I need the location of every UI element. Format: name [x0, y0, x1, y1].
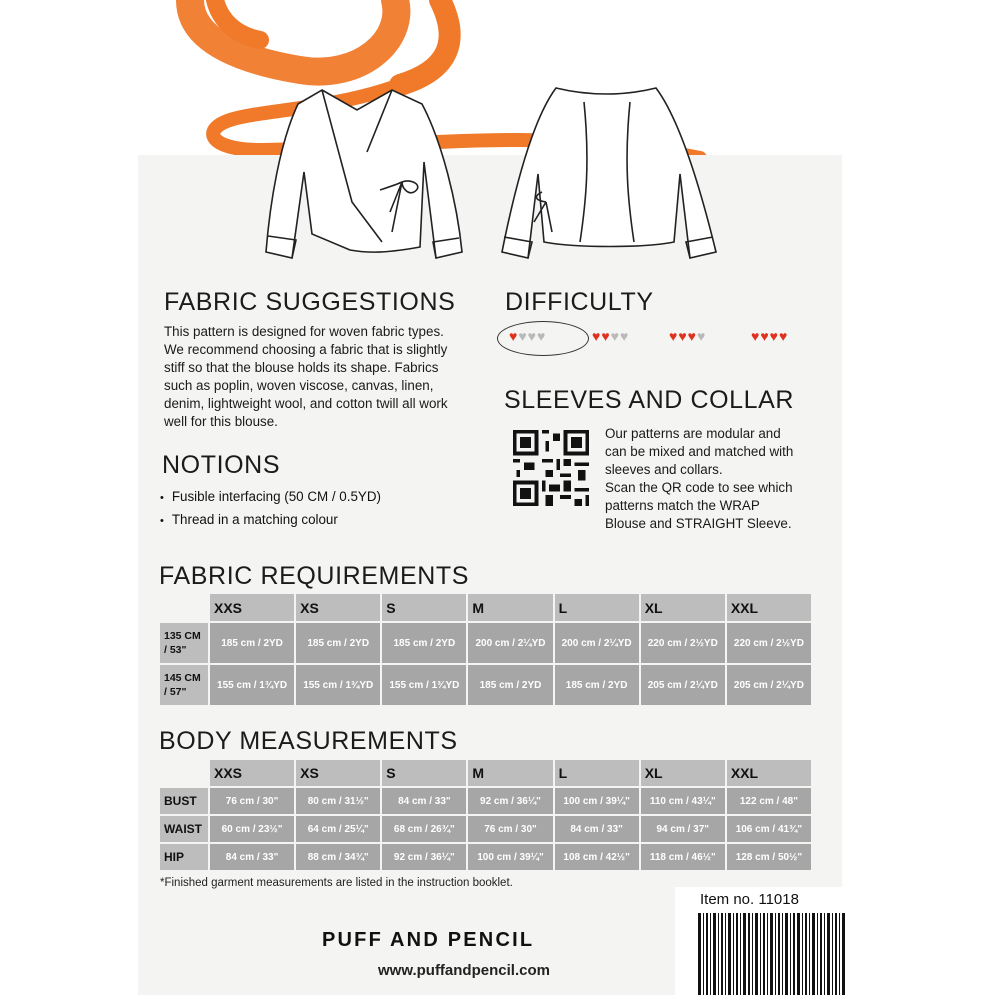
barcode-icon — [698, 913, 846, 995]
table-cell: 220 cm / 2½YD — [726, 622, 812, 664]
table-cell: 84 cm / 33" — [209, 843, 295, 871]
row-header — [159, 664, 209, 706]
heart-icon: ♥ — [669, 328, 678, 344]
table-row — [159, 787, 812, 815]
table-cell: 88 cm / 34¾" — [295, 843, 381, 871]
footnote: *Finished garment measurements are listed in the instruction booklet. — [160, 877, 513, 889]
size-header: XS — [295, 593, 381, 622]
row-header: WAIST — [159, 815, 209, 843]
text-line: Blouse and STRAIGHT Sleeve. — [605, 516, 792, 531]
table-cell: 92 cm / 36¼" — [381, 843, 467, 871]
table-cell: 155 cm / 1¾YD — [381, 664, 467, 706]
table-cell: 155 cm / 1¾YD — [295, 664, 381, 706]
table-row — [159, 622, 812, 664]
heart-icon: ♥ — [678, 328, 687, 344]
table-cell: 185 cm / 2YD — [467, 664, 553, 706]
heart-icon: ♥ — [592, 328, 601, 344]
qr-code-icon[interactable] — [513, 428, 589, 508]
sleeves-collar-text — [605, 425, 835, 533]
table-cell: 200 cm / 2¼YD — [467, 622, 553, 664]
heart-icon: ♥ — [751, 328, 760, 344]
table-corner — [159, 759, 209, 787]
text-line: well for this blouse. — [164, 414, 278, 429]
size-header: M — [467, 593, 553, 622]
table-cell: 100 cm / 39¼" — [554, 787, 640, 815]
text-line: stiff so that the blouse holds its shape. Fabrics — [164, 360, 439, 375]
heart-icon: ♥ — [518, 328, 527, 344]
item-number: Item no. 11018 — [700, 891, 799, 908]
table-cell: 100 cm / 39¼" — [467, 843, 553, 871]
list-item: • Thread in a matching colour — [160, 509, 381, 532]
difficulty-level-2 — [592, 327, 628, 345]
size-header: XL — [640, 593, 726, 622]
size-header: M — [467, 759, 553, 787]
table-cell: 84 cm / 33" — [381, 787, 467, 815]
fabric-requirements-heading: FABRIC REQUIREMENTS — [159, 562, 470, 590]
size-header: S — [381, 759, 467, 787]
body-measurements-table — [158, 758, 813, 872]
heart-icon: ♥ — [687, 328, 696, 344]
size-header: S — [381, 593, 467, 622]
table-cell: 60 cm / 23½" — [209, 815, 295, 843]
table-corner — [159, 593, 209, 622]
fabric-suggestions-text — [164, 323, 494, 431]
table-cell: 110 cm / 43¼" — [640, 787, 726, 815]
heart-icon: ♥ — [619, 328, 629, 344]
size-header: XXS — [209, 759, 295, 787]
table-cell: 185 cm / 2YD — [209, 622, 295, 664]
size-header: XS — [295, 759, 381, 787]
size-header: XL — [640, 759, 726, 787]
table-cell: 122 cm / 48" — [726, 787, 812, 815]
difficulty-level-3 — [669, 327, 705, 345]
table-cell: 106 cm / 41¾" — [726, 815, 812, 843]
heart-icon: ♥ — [527, 328, 536, 344]
table-cell: 220 cm / 2½YD — [640, 622, 726, 664]
size-header: XXL — [726, 759, 812, 787]
text-line: denim, lightweight wool, and cotton twill all work — [164, 396, 448, 411]
heart-icon: ♥ — [696, 328, 706, 344]
fabric-requirements-table — [158, 592, 813, 707]
heart-icon: ♥ — [536, 328, 546, 344]
table-cell: 205 cm / 2¼YD — [640, 664, 726, 706]
notions-list — [160, 486, 381, 532]
row-header: HIP — [159, 843, 209, 871]
table-header-row — [159, 759, 812, 787]
table-cell: 185 cm / 2YD — [381, 622, 467, 664]
table-cell: 108 cm / 42½" — [554, 843, 640, 871]
heart-icon: ♥ — [769, 328, 778, 344]
table-header-row — [159, 593, 812, 622]
table-cell: 185 cm / 2YD — [554, 664, 640, 706]
website-link[interactable]: www.puffandpencil.com — [378, 962, 550, 979]
row-header — [159, 622, 209, 664]
table-row — [159, 664, 812, 706]
heart-icon: ♥ — [509, 328, 518, 344]
row-label: / 53" — [164, 644, 187, 656]
size-header: L — [554, 759, 640, 787]
table-cell: 92 cm / 36¼" — [467, 787, 553, 815]
table-cell: 205 cm / 2¼YD — [726, 664, 812, 706]
difficulty-rating — [497, 321, 827, 355]
text-line: sleeves and collars. — [605, 462, 723, 477]
text-line: We recommend choosing a fabric that is slightly — [164, 342, 448, 357]
difficulty-heading: DIFFICULTY — [505, 288, 654, 316]
text-line: patterns match the WRAP — [605, 498, 760, 513]
blouse-front-sketch — [252, 82, 467, 272]
difficulty-level-4 — [751, 327, 787, 345]
row-label: 145 CM — [164, 672, 201, 684]
heart-icon: ♥ — [778, 328, 788, 344]
heart-icon: ♥ — [601, 328, 610, 344]
body-measurements-heading: BODY MEASUREMENTS — [159, 727, 458, 755]
size-header: XXS — [209, 593, 295, 622]
size-header: L — [554, 593, 640, 622]
text-line: such as poplin, woven viscose, canvas, linen, — [164, 378, 434, 393]
table-cell: 155 cm / 1¾YD — [209, 664, 295, 706]
text-line: This pattern is designed for woven fabric types. — [164, 324, 444, 339]
table-cell: 76 cm / 30" — [209, 787, 295, 815]
text-line: Scan the QR code to see which — [605, 480, 793, 495]
table-cell: 68 cm / 26¾" — [381, 815, 467, 843]
table-row — [159, 815, 812, 843]
blouse-back-sketch — [494, 82, 719, 272]
list-item: • Fusible interfacing (50 CM / 0.5YD) — [160, 486, 381, 509]
table-cell: 80 cm / 31½" — [295, 787, 381, 815]
table-cell: 128 cm / 50½" — [726, 843, 812, 871]
heart-icon: ♥ — [610, 328, 619, 344]
fabric-suggestions-heading: FABRIC SUGGESTIONS — [164, 288, 456, 316]
notions-heading: NOTIONS — [162, 451, 281, 479]
row-label: 135 CM — [164, 630, 201, 642]
table-cell: 200 cm / 2¼YD — [554, 622, 640, 664]
row-header: BUST — [159, 787, 209, 815]
table-cell: 76 cm / 30" — [467, 815, 553, 843]
sleeves-collar-heading: SLEEVES AND COLLAR — [504, 386, 795, 414]
size-header: XXL — [726, 593, 812, 622]
table-cell: 64 cm / 25¼" — [295, 815, 381, 843]
table-cell: 84 cm / 33" — [554, 815, 640, 843]
table-cell: 94 cm / 37" — [640, 815, 726, 843]
table-row — [159, 843, 812, 871]
heart-icon: ♥ — [760, 328, 769, 344]
difficulty-level-1 — [509, 327, 545, 345]
row-label: / 57" — [164, 686, 187, 698]
text-line: can be mixed and matched with — [605, 444, 794, 459]
text-line: Our patterns are modular and — [605, 426, 781, 441]
brand-wordmark: PUFF AND PENCIL — [322, 929, 535, 951]
table-cell: 185 cm / 2YD — [295, 622, 381, 664]
table-cell: 118 cm / 46½" — [640, 843, 726, 871]
